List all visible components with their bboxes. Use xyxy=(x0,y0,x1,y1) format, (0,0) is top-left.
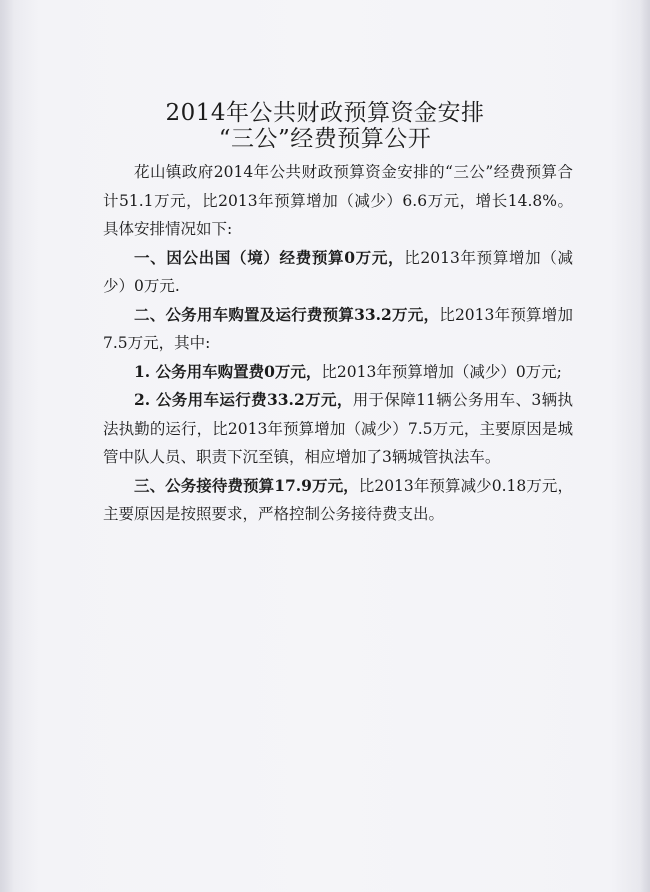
paragraph-lead: 三、公务接待费预算17.9万元， xyxy=(134,475,359,495)
paragraph-lead: 2. 公务用车运行费33.2万元， xyxy=(134,390,353,409)
paragraph-vehicle-operation xyxy=(103,386,573,472)
document-title-line1: 2014年公共财政预算资金安排 xyxy=(165,100,485,126)
paragraph-vehicles xyxy=(103,301,573,358)
paragraph-text: 比2013年预算增加（减少）0万元; xyxy=(321,362,562,381)
document-body xyxy=(103,158,573,529)
paragraph-text: 比2013年预算减少0.18万元，主要原因是按照要求，严格控制公务接待费支出。 xyxy=(103,476,573,523)
paragraph-lead: 一、因公出国（境）经费预算0万元， xyxy=(134,247,405,267)
paragraph-lead: 1. 公务用车购置费0万元， xyxy=(134,361,322,381)
paragraph-text: 比2013年预算增加（减少）0万元. xyxy=(103,248,573,295)
paragraph-summary xyxy=(103,158,573,244)
document-title-line2: “三公”经费预算公开 xyxy=(218,126,432,152)
paragraph-reception xyxy=(103,472,573,529)
paragraph-vehicle-purchase xyxy=(103,358,573,387)
paragraph-lead: 二、公务用车购置及运行费预算33.2万元， xyxy=(134,304,440,324)
paragraph-overseas-travel xyxy=(103,244,573,301)
paragraph-text: 比2013年预算增加7.5万元，其中: xyxy=(103,305,573,352)
paragraph-text: 花山镇政府2014年公共财政预算资金安排的“三公”经费预算合计51.1万元，比2013年预算增加（减少）6.6万元，增长14.8%。具体安排情况如下: xyxy=(103,163,573,238)
paragraph-text: 用于保障11辆公务用车、3辆执法执勤的运行，比2013年预算增加（减少）7.5万元，主要原因是城管中队人员、职责下沉至镇，相应增加了3辆城管执法车。 xyxy=(103,391,573,466)
